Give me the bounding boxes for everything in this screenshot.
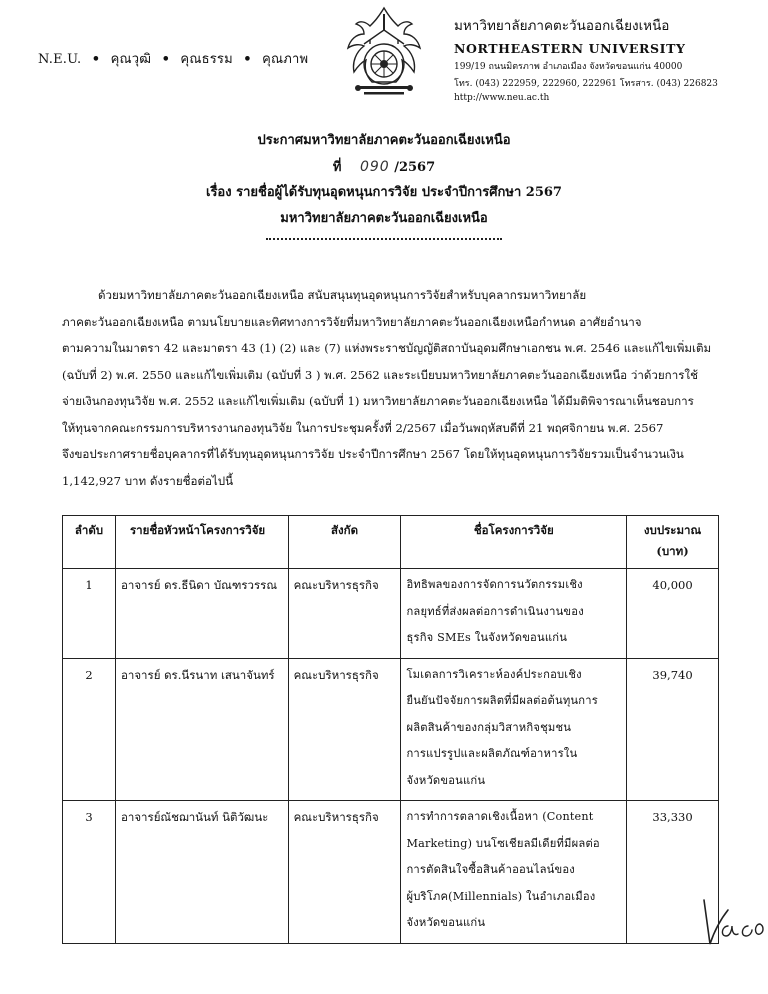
table-row [63, 801, 719, 944]
dotted-divider [266, 236, 502, 240]
cell-lead: อาจารย์ ดร.นีรนาท เสนาจันทร์ [115, 658, 288, 801]
project-line: ผลิตสินค้าของกลุ่มวิสาหกิจชุมชน [406, 720, 572, 734]
body-line: ให้ทุนจากคณะกรรมการบริหารงานกองทุนวิจัย ในการประชุมครั้งที่ 2/2567 เมื่อวันพฤหัสบดีที่ 21 พฤศจิกายน พ.ศ. 2567 [62, 420, 664, 435]
project-line: ธุรกิจ SMEs ในจังหวัดขอนแก่น [406, 631, 568, 644]
cell-project [401, 801, 627, 944]
body-line: (ฉบับที่ 2) พ.ศ. 2550 และแก้ไขเพิ่มเติม (ฉบับที่ 3 ) พ.ศ. 2562 และระเบียบมหาวิทยาลัยภาคตะวันออกเฉียงเหนือ ว่าด้วยการใช้ [62, 367, 698, 382]
body-line: ภาคตะวันออกเฉียงเหนือ ตามนโยบายและทิศทางการวิจัยที่มหาวิทยาลัยภาคตะวันออกเฉียงเหนือกำหนด อาศัยอำนาจ [62, 314, 642, 329]
bullet-icon: • [91, 52, 101, 67]
bullet-icon: • [243, 52, 252, 67]
announcement-issuer: มหาวิทยาลัยภาคตะวันออกเฉียงเหนือ [280, 211, 488, 226]
number-suffix: /2567 [394, 160, 436, 175]
cell-lead: อาจารย์ณัชฌานันท์ นิติวัฒนะ [115, 801, 288, 944]
project-line: Marketing) บนโซเชียลมีเดียที่มีผลต่อ [406, 836, 600, 850]
announcement-body [62, 282, 714, 494]
body-line: ด้วยมหาวิทยาลัยภาคตะวันออกเฉียงเหนือ สนับสนุนทุนอุดหนุนการวิจัยสำหรับบุคลากรมหาวิทยาลัย [98, 288, 587, 302]
cell-no: 2 [63, 658, 116, 801]
project-line: จังหวัดขอนแก่น [406, 916, 486, 929]
university-phone: โทร. (043) 222959, 222960, 222961 โทรสาร. (043) 226823 [454, 79, 718, 89]
announcement-title: ประกาศมหาวิทยาลัยภาคตะวันออกเฉียงเหนือ [257, 133, 511, 148]
cell-budget: 33,330 [627, 801, 719, 944]
body-line: จ่ายเงินกองทุนวิจัย พ.ศ. 2552 และแก้ไขเพิ่มเติม (ฉบับที่ 1) มหาวิทยาลัยภาคตะวันออกเฉียงเหนือ ได้มีมติพิจารณาเห็นชอบการ [62, 394, 694, 408]
project-line: กลยุทธ์ที่ส่งผลต่อการดำเนินงานของ [406, 604, 584, 618]
number-value: 090 [359, 159, 390, 175]
body-line: 1,142,927 บาท ดังรายชื่อต่อไปนี้ [62, 473, 234, 488]
announcement-subject: เรื่อง รายชื่อผู้ได้รับทุนอุดหนุนการวิจัย ประจำปีการศึกษา 2567 [206, 185, 562, 200]
university-address: 199/19 ถนนมิตรภาพ อำเภอเมือง จังหวัดขอนแก่น 40000 [454, 62, 683, 72]
body-line: ตามความในมาตรา 42 และมาตรา 43 (1) (2) และ (7) แห่งพระราชบัญญัติสถาบันอุดมศึกษาเอกชน พ.ศ. 2546 และแก้ไขเพิ่มเติม [62, 341, 712, 355]
header-budget [627, 516, 719, 569]
body-line: จึงขอประกาศรายชื่อบุคลากรที่ได้รับทุนอุดหนุนการวิจัย ประจำปีการศึกษา 2567 โดยให้ทุนอุดหนุนการวิจัยรวมเป็นจำนวนเงิน [62, 447, 684, 461]
university-name-thai: มหาวิทยาลัยภาคตะวันออกเฉียงเหนือ [454, 18, 670, 34]
university-seal-logo [334, 4, 434, 108]
motto-word: คุณวุฒิ [110, 52, 152, 67]
signature-mark [698, 892, 768, 952]
cell-project [401, 658, 627, 801]
table-row [63, 658, 719, 801]
announcement-heading [0, 128, 768, 240]
motto-word: คุณภาพ [262, 52, 309, 67]
university-info [454, 14, 754, 103]
number-label: ที่ [332, 160, 342, 175]
project-line: การทำการตลาดเชิงเนื้อหา (Content [406, 810, 594, 823]
announcement-number [0, 154, 768, 180]
cell-faculty: คณะบริหารธุรกิจ [288, 569, 401, 659]
header-project: ชื่อโครงการวิจัย [401, 516, 627, 569]
university-name-english: NORTHEASTERN UNIVERSITY [454, 41, 686, 56]
header-budget-unit: (บาท) [656, 544, 689, 558]
header-budget-line: งบประมาณ [643, 523, 702, 537]
table-row [63, 569, 719, 659]
cell-faculty: คณะบริหารธุรกิจ [288, 658, 401, 801]
header-faculty: สังกัด [288, 516, 401, 569]
project-line: ผู้บริโภค(Millennials) ในอำเภอเมือง [406, 889, 596, 903]
project-line: อิทธิพลของการจัดการนวัตกรรมเชิง [406, 578, 583, 591]
cell-budget: 40,000 [627, 569, 719, 659]
motto-word: คุณธรรม [180, 52, 233, 67]
header-no: ลำดับ [63, 516, 116, 569]
table-header-row [63, 516, 719, 569]
grant-recipients-table [62, 515, 719, 944]
motto-line [38, 48, 308, 69]
university-website: http://www.neu.ac.th [454, 93, 550, 103]
motto-abbr: N.E.U. [38, 52, 82, 67]
project-line: การตัดสินใจซื้อสินค้าออนไลน์ของ [406, 863, 575, 876]
header-lead: รายชื่อหัวหน้าโครงการวิจัย [115, 516, 288, 569]
cell-no: 1 [63, 569, 116, 659]
cell-budget: 39,740 [627, 658, 719, 801]
cell-faculty: คณะบริหารธุรกิจ [288, 801, 401, 944]
cell-lead: อาจารย์ ดร.ธีนิดา บัณฑรวรรณ [115, 569, 288, 659]
cell-project [401, 569, 627, 659]
project-line: โมเดลการวิเคราะห์องค์ประกอบเชิง [406, 667, 582, 681]
project-line: จังหวัดขอนแก่น [406, 773, 486, 787]
bullet-icon: • [161, 52, 171, 67]
project-line: ยืนยันปัจจัยการผลิตที่มีผลต่อต้นทุนการ [406, 694, 598, 707]
cell-no: 3 [63, 801, 116, 944]
project-line: การแปรรูปและผลิตภัณฑ์อาหารใน [406, 747, 578, 760]
